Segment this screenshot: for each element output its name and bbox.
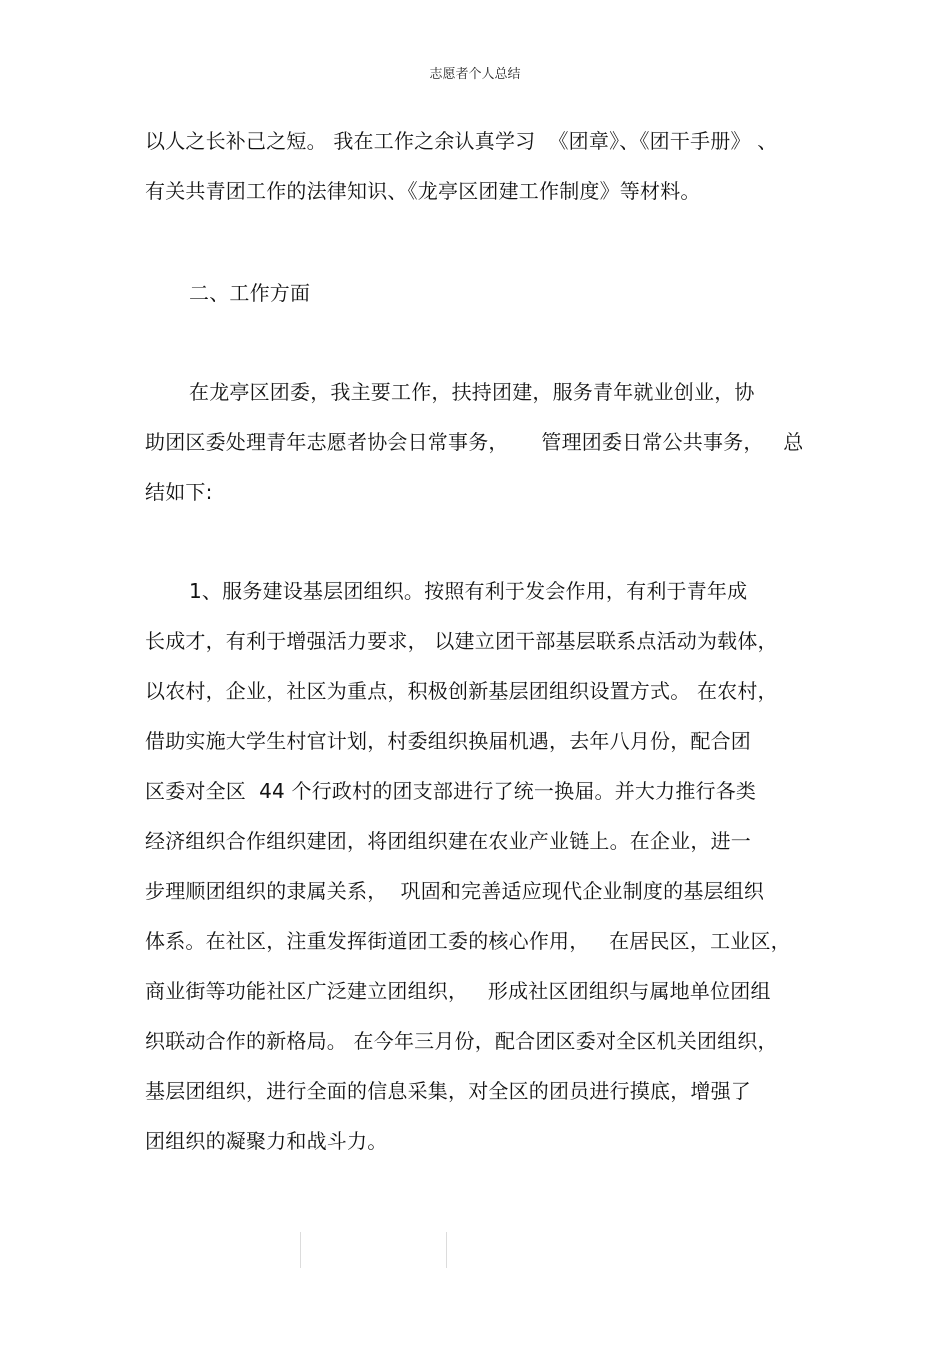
paragraph-line: 有关共青团工作的法律知识、《龙亭区团建工作制度》等材料。 [145, 179, 701, 203]
footer-divider-left [300, 1232, 301, 1268]
paragraph-line: 助团区委处理青年志愿者协会日常事务， 管理团委日常公共事务， 总 [145, 430, 804, 454]
paragraph-line: 借助实施大学生村官计划，村委组织换届机遇，去年八月份，配合团 [145, 729, 751, 753]
paragraph-line: 以农村，企业，社区为重点，积极创新基层团组织设置方式。 在农村， [145, 679, 778, 703]
paragraph-line: 区委对全区 44 个行政村的团支部进行了统一换届。并大力推行各类 [145, 779, 757, 803]
paragraph-line: 体系。在社区，注重发挥街道团工委的核心作用， 在居民区，工业区， [145, 929, 791, 953]
paragraph-line: 团组织的凝聚力和战斗力。 [145, 1129, 388, 1153]
paragraph-line: 基层团组织，进行全面的信息采集，对全区的团员进行摸底，增强了 [145, 1079, 751, 1103]
paragraph-line: 步理顺团组织的隶属关系， 巩固和完善适应现代企业制度的基层组织 [145, 879, 765, 903]
paragraph-line: 1、服务建设基层团组织。按照有利于发会作用，有利于青年成 [189, 579, 748, 603]
paragraph-line: 长成才，有利于增强活力要求， 以建立团干部基层联系点活动为载体， [145, 629, 778, 653]
section-heading: 二、工作方面 [189, 281, 311, 305]
paragraph-line: 在龙亭区团委，我主要工作，扶持团建，服务青年就业创业，协 [189, 380, 755, 404]
paragraph-line: 织联动合作的新格局。 在今年三月份，配合团区委对全区机关团组织， [145, 1029, 778, 1053]
page-header-title: 志愿者个人总结 [429, 67, 521, 82]
paragraph-line: 经济组织合作组织建团，将团组织建在农业产业链上。在企业，进一 [145, 829, 751, 853]
paragraph-line: 以人之长补己之短。 我在工作之余认真学习 《团章》、《团干手册》 、 [145, 129, 778, 153]
paragraph-line: 商业街等功能社区广泛建立团组织， 形成社区团组织与属地单位团组 [145, 979, 771, 1003]
footer-divider-right [446, 1232, 447, 1268]
paragraph-line: 结如下: [145, 480, 213, 504]
